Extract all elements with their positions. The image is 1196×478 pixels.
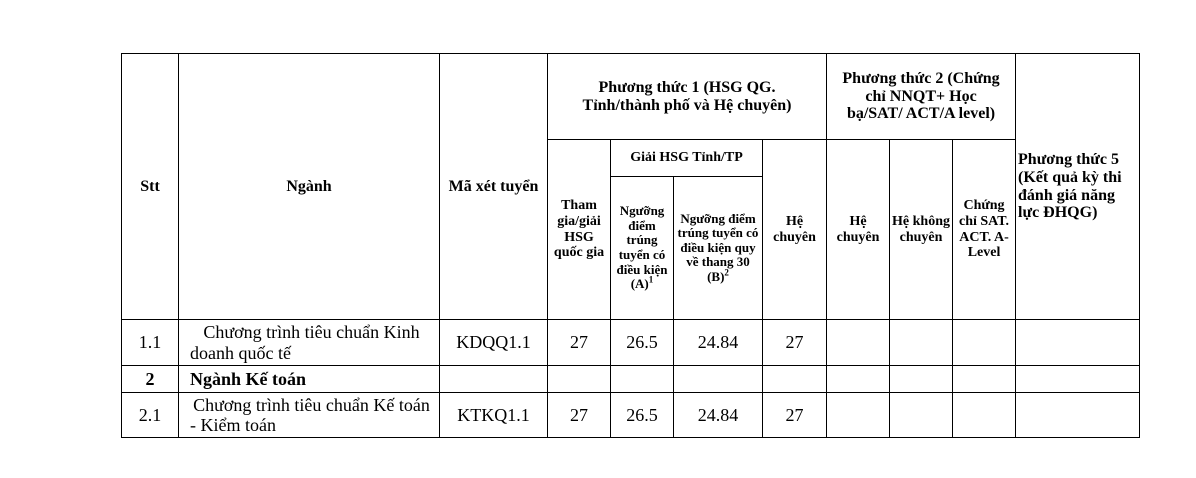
cell-pt2-chung-chi bbox=[953, 320, 1016, 366]
cell-nganh: Chương trình tiêu chuẩn Kinh doanh quốc tế bbox=[179, 320, 440, 366]
header-phuong-thuc-5: Phương thức 5 (Kết quả kỳ thi đánh giá năng lực ĐHQG) bbox=[1016, 54, 1140, 320]
cell-stt: 1.1 bbox=[122, 320, 179, 366]
header-stt: Stt bbox=[122, 54, 179, 320]
header-chung-chi: Chứng chỉ SAT. ACT. A-Level bbox=[953, 140, 1016, 320]
cell-nguong-a: 26.5 bbox=[611, 393, 674, 438]
cell-nguong-b: 24.84 bbox=[674, 320, 763, 366]
cell-ma bbox=[440, 366, 548, 393]
cell-pt5 bbox=[1016, 393, 1140, 438]
cell-pt2-he-chuyen bbox=[827, 366, 890, 393]
cell-stt: 2 bbox=[122, 366, 179, 393]
header-nguong-a-text: Ngưỡng điểm trúng tuyển có điều kiện (A) bbox=[616, 203, 668, 292]
cell-he-chuyen: 27 bbox=[763, 320, 827, 366]
cell-nguong-a: 26.5 bbox=[611, 320, 674, 366]
cell-nguong-a bbox=[611, 366, 674, 393]
cell-nganh: Chương trình tiêu chuẩn Kế toán - Kiểm toán bbox=[179, 393, 440, 438]
table-row bbox=[122, 393, 1140, 438]
header-nguong-a-sup: 1 bbox=[648, 274, 654, 285]
header-he-chuyen-pt1: Hệ chuyên bbox=[763, 140, 827, 320]
cell-nganh: Ngành Kế toán bbox=[179, 366, 440, 393]
cell-pt2-khong-chuyen bbox=[890, 366, 953, 393]
cell-pt2-khong-chuyen bbox=[890, 393, 953, 438]
cell-tham-gia bbox=[548, 366, 611, 393]
header-giai-hsg: Giải HSG Tỉnh/TP bbox=[611, 140, 763, 177]
cell-pt2-chung-chi bbox=[953, 366, 1016, 393]
cell-pt5 bbox=[1016, 366, 1140, 393]
cell-tham-gia: 27 bbox=[548, 320, 611, 366]
admission-table bbox=[121, 53, 1140, 438]
header-tham-gia: Tham gia/giải HSG quốc gia bbox=[548, 140, 611, 320]
cell-he-chuyen bbox=[763, 366, 827, 393]
header-he-chuyen-pt2: Hệ chuyên bbox=[827, 140, 890, 320]
header-he-khong-chuyen: Hệ không chuyên bbox=[890, 140, 953, 320]
header-nguong-a bbox=[611, 177, 674, 320]
cell-pt5 bbox=[1016, 320, 1140, 366]
cell-pt2-he-chuyen bbox=[827, 320, 890, 366]
header-nguong-b-sup: 2 bbox=[724, 267, 729, 278]
cell-tham-gia: 27 bbox=[548, 393, 611, 438]
header-nguong-b-text: Ngưỡng điểm trúng tuyển có điều kiện quy về thang 30 (B) bbox=[677, 210, 759, 284]
header-nguong-b bbox=[674, 177, 763, 320]
cell-ma: KDQQ1.1 bbox=[440, 320, 548, 366]
table-row bbox=[122, 320, 1140, 366]
header-phuong-thuc-1: Phương thức 1 (HSG QG. Tỉnh/thành phố và Hệ chuyên) bbox=[548, 54, 827, 140]
cell-nguong-b bbox=[674, 366, 763, 393]
cell-pt2-khong-chuyen bbox=[890, 320, 953, 366]
cell-ma: KTKQ1.1 bbox=[440, 393, 548, 438]
cell-stt: 2.1 bbox=[122, 393, 179, 438]
header-phuong-thuc-2: Phương thức 2 (Chứng chỉ NNQT+ Học bạ/SAT/ ACT/A level) bbox=[827, 54, 1016, 140]
cell-pt2-he-chuyen bbox=[827, 393, 890, 438]
header-nganh: Ngành bbox=[179, 54, 440, 320]
header-ma-xet-tuyen: Mã xét tuyển bbox=[440, 54, 548, 320]
table-row bbox=[122, 366, 1140, 393]
cell-pt2-chung-chi bbox=[953, 393, 1016, 438]
cell-nguong-b: 24.84 bbox=[674, 393, 763, 438]
cell-he-chuyen: 27 bbox=[763, 393, 827, 438]
